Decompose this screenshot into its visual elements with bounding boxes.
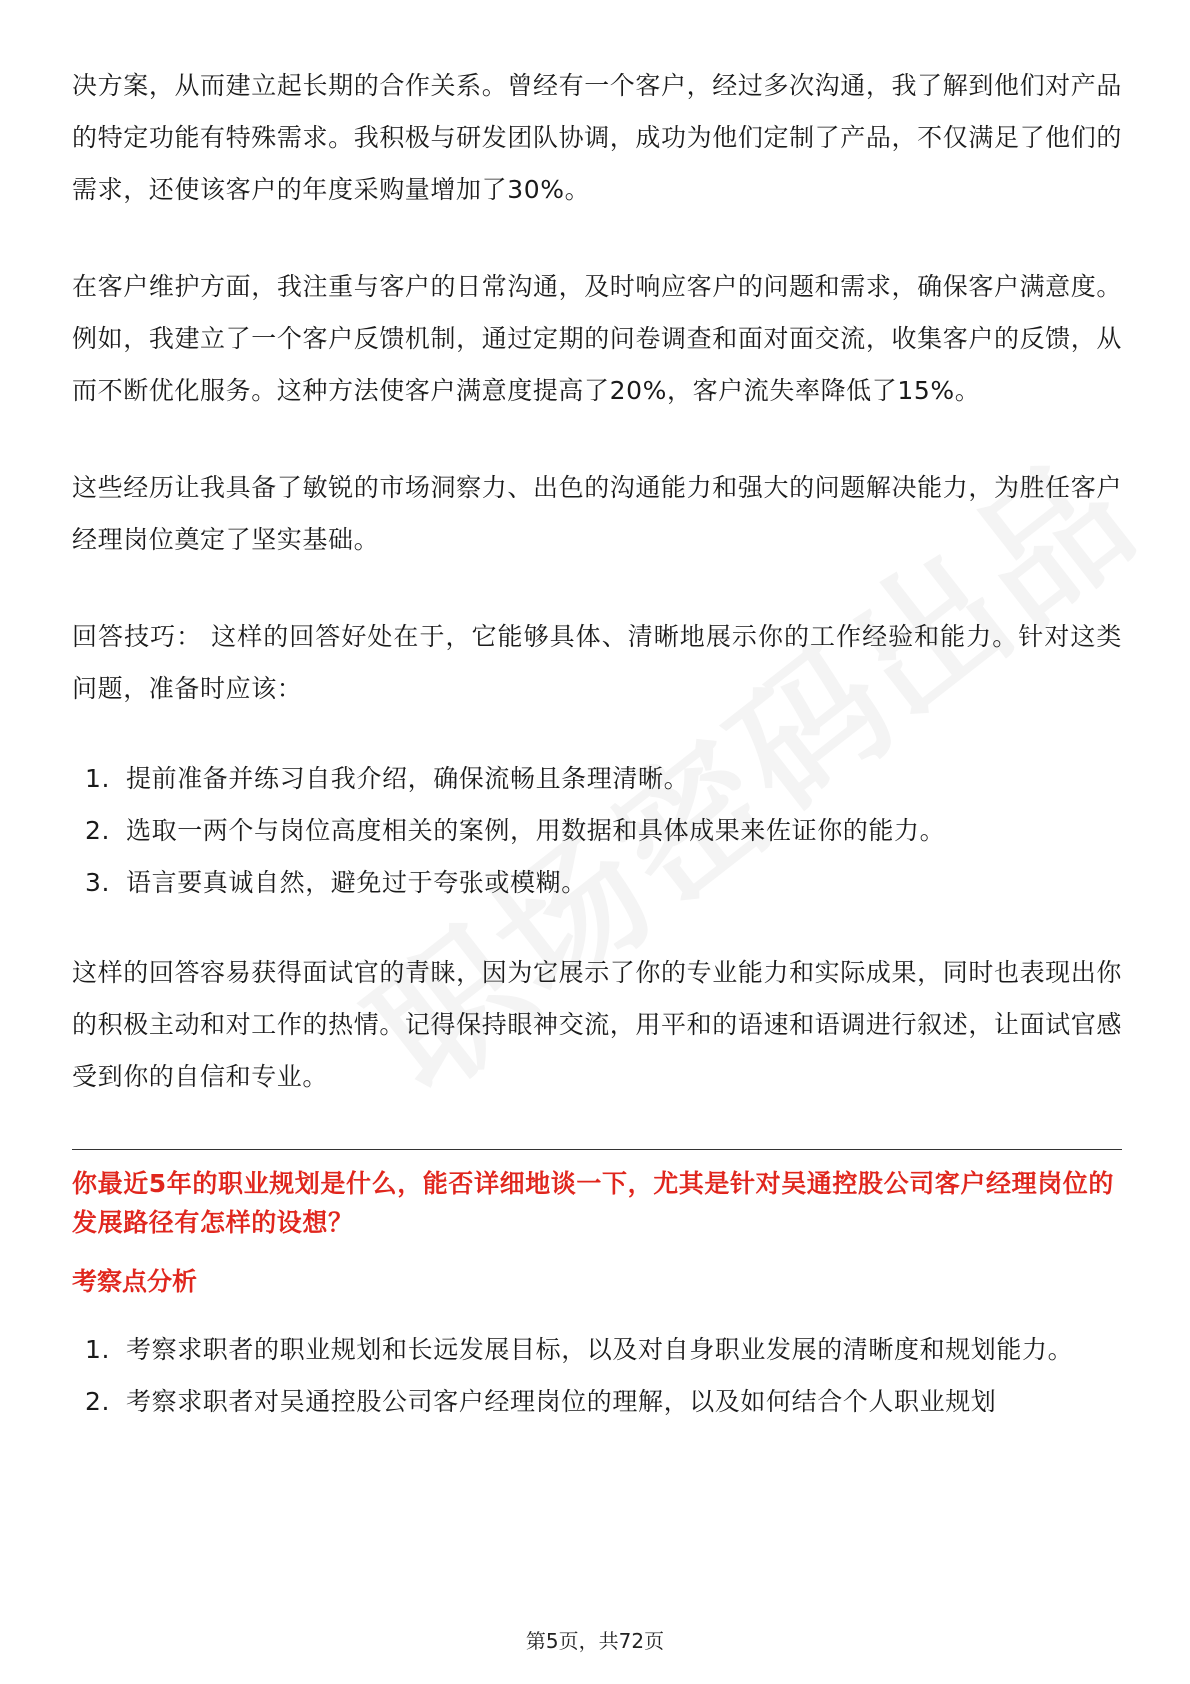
- tips-list: [72, 753, 1122, 909]
- list-item-text: 考察求职者对吴通控股公司客户经理岗位的理解，以及如何结合个人职业规划: [126, 1387, 997, 1416]
- list-item: [72, 805, 1122, 857]
- list-number: 1.: [85, 1335, 111, 1364]
- section-divider: [72, 1149, 1122, 1150]
- list-number: 2.: [85, 1387, 111, 1416]
- paragraph-customer-customization: 决方案，从而建立起长期的合作关系。曾经有一个客户，经过多次沟通，我了解到他们对产品的特定功能有特殊需求。我积极与研发团队协调，成功为他们定制了产品，不仅满足了他们的需求，还使该客户的年度采购量增加了30%。: [72, 71, 1122, 204]
- list-number: 2.: [85, 816, 111, 845]
- list-number: 1.: [85, 764, 111, 793]
- paragraph-closing: 这样的回答容易获得面试官的青睐，因为它展示了你的专业能力和实际成果，同时也表现出你的积极主动和对工作的热情。记得保持眼神交流，用平和的语速和语调进行叙述，让面试官感受到你的自信和专业。: [72, 958, 1122, 1091]
- list-number: 3.: [85, 868, 111, 897]
- list-item-text: 语言要真诚自然，避免过于夸张或模糊。: [126, 868, 587, 897]
- list-item: [72, 753, 1122, 805]
- list-item: [72, 857, 1122, 909]
- list-item-text: 考察求职者的职业规划和长远发展目标，以及对自身职业发展的清晰度和规划能力。: [126, 1335, 1074, 1364]
- list-item: [72, 1376, 1122, 1428]
- list-item-text: 选取一两个与岗位高度相关的案例，用数据和具体成果来佐证你的能力。: [126, 816, 946, 845]
- analysis-heading: 考察点分析: [72, 1267, 198, 1296]
- question-title: 你最近5年的职业规划是什么，能否详细地谈一下，尤其是针对吴通控股公司客户经理岗位的发展路径有怎样的设想？: [72, 1169, 1114, 1237]
- list-item: [72, 1324, 1122, 1376]
- paragraph-experience-summary: 这些经历让我具备了敏锐的市场洞察力、出色的沟通能力和强大的问题解决能力，为胜任客户经理岗位奠定了坚实基础。: [72, 473, 1122, 554]
- page-indicator: 第5页，共72页: [525, 1629, 665, 1653]
- paragraph-answer-tips: 回答技巧： 这样的回答好处在于，它能够具体、清晰地展示你的工作经验和能力。针对这类问题，准备时应该：: [72, 622, 1122, 703]
- analysis-list: [72, 1324, 1122, 1428]
- document-page: [72, 60, 1122, 1428]
- list-item-text: 提前准备并练习自我介绍，确保流畅且条理清晰。: [126, 764, 690, 793]
- paragraph-customer-maintenance: 在客户维护方面，我注重与客户的日常沟通，及时响应客户的问题和需求，确保客户满意度。例如，我建立了一个客户反馈机制，通过定期的问卷调查和面对面交流，收集客户的反馈，从而不断优化服务。这种方法使客户满意度提高了20%，客户流失率降低了15%。: [72, 272, 1122, 405]
